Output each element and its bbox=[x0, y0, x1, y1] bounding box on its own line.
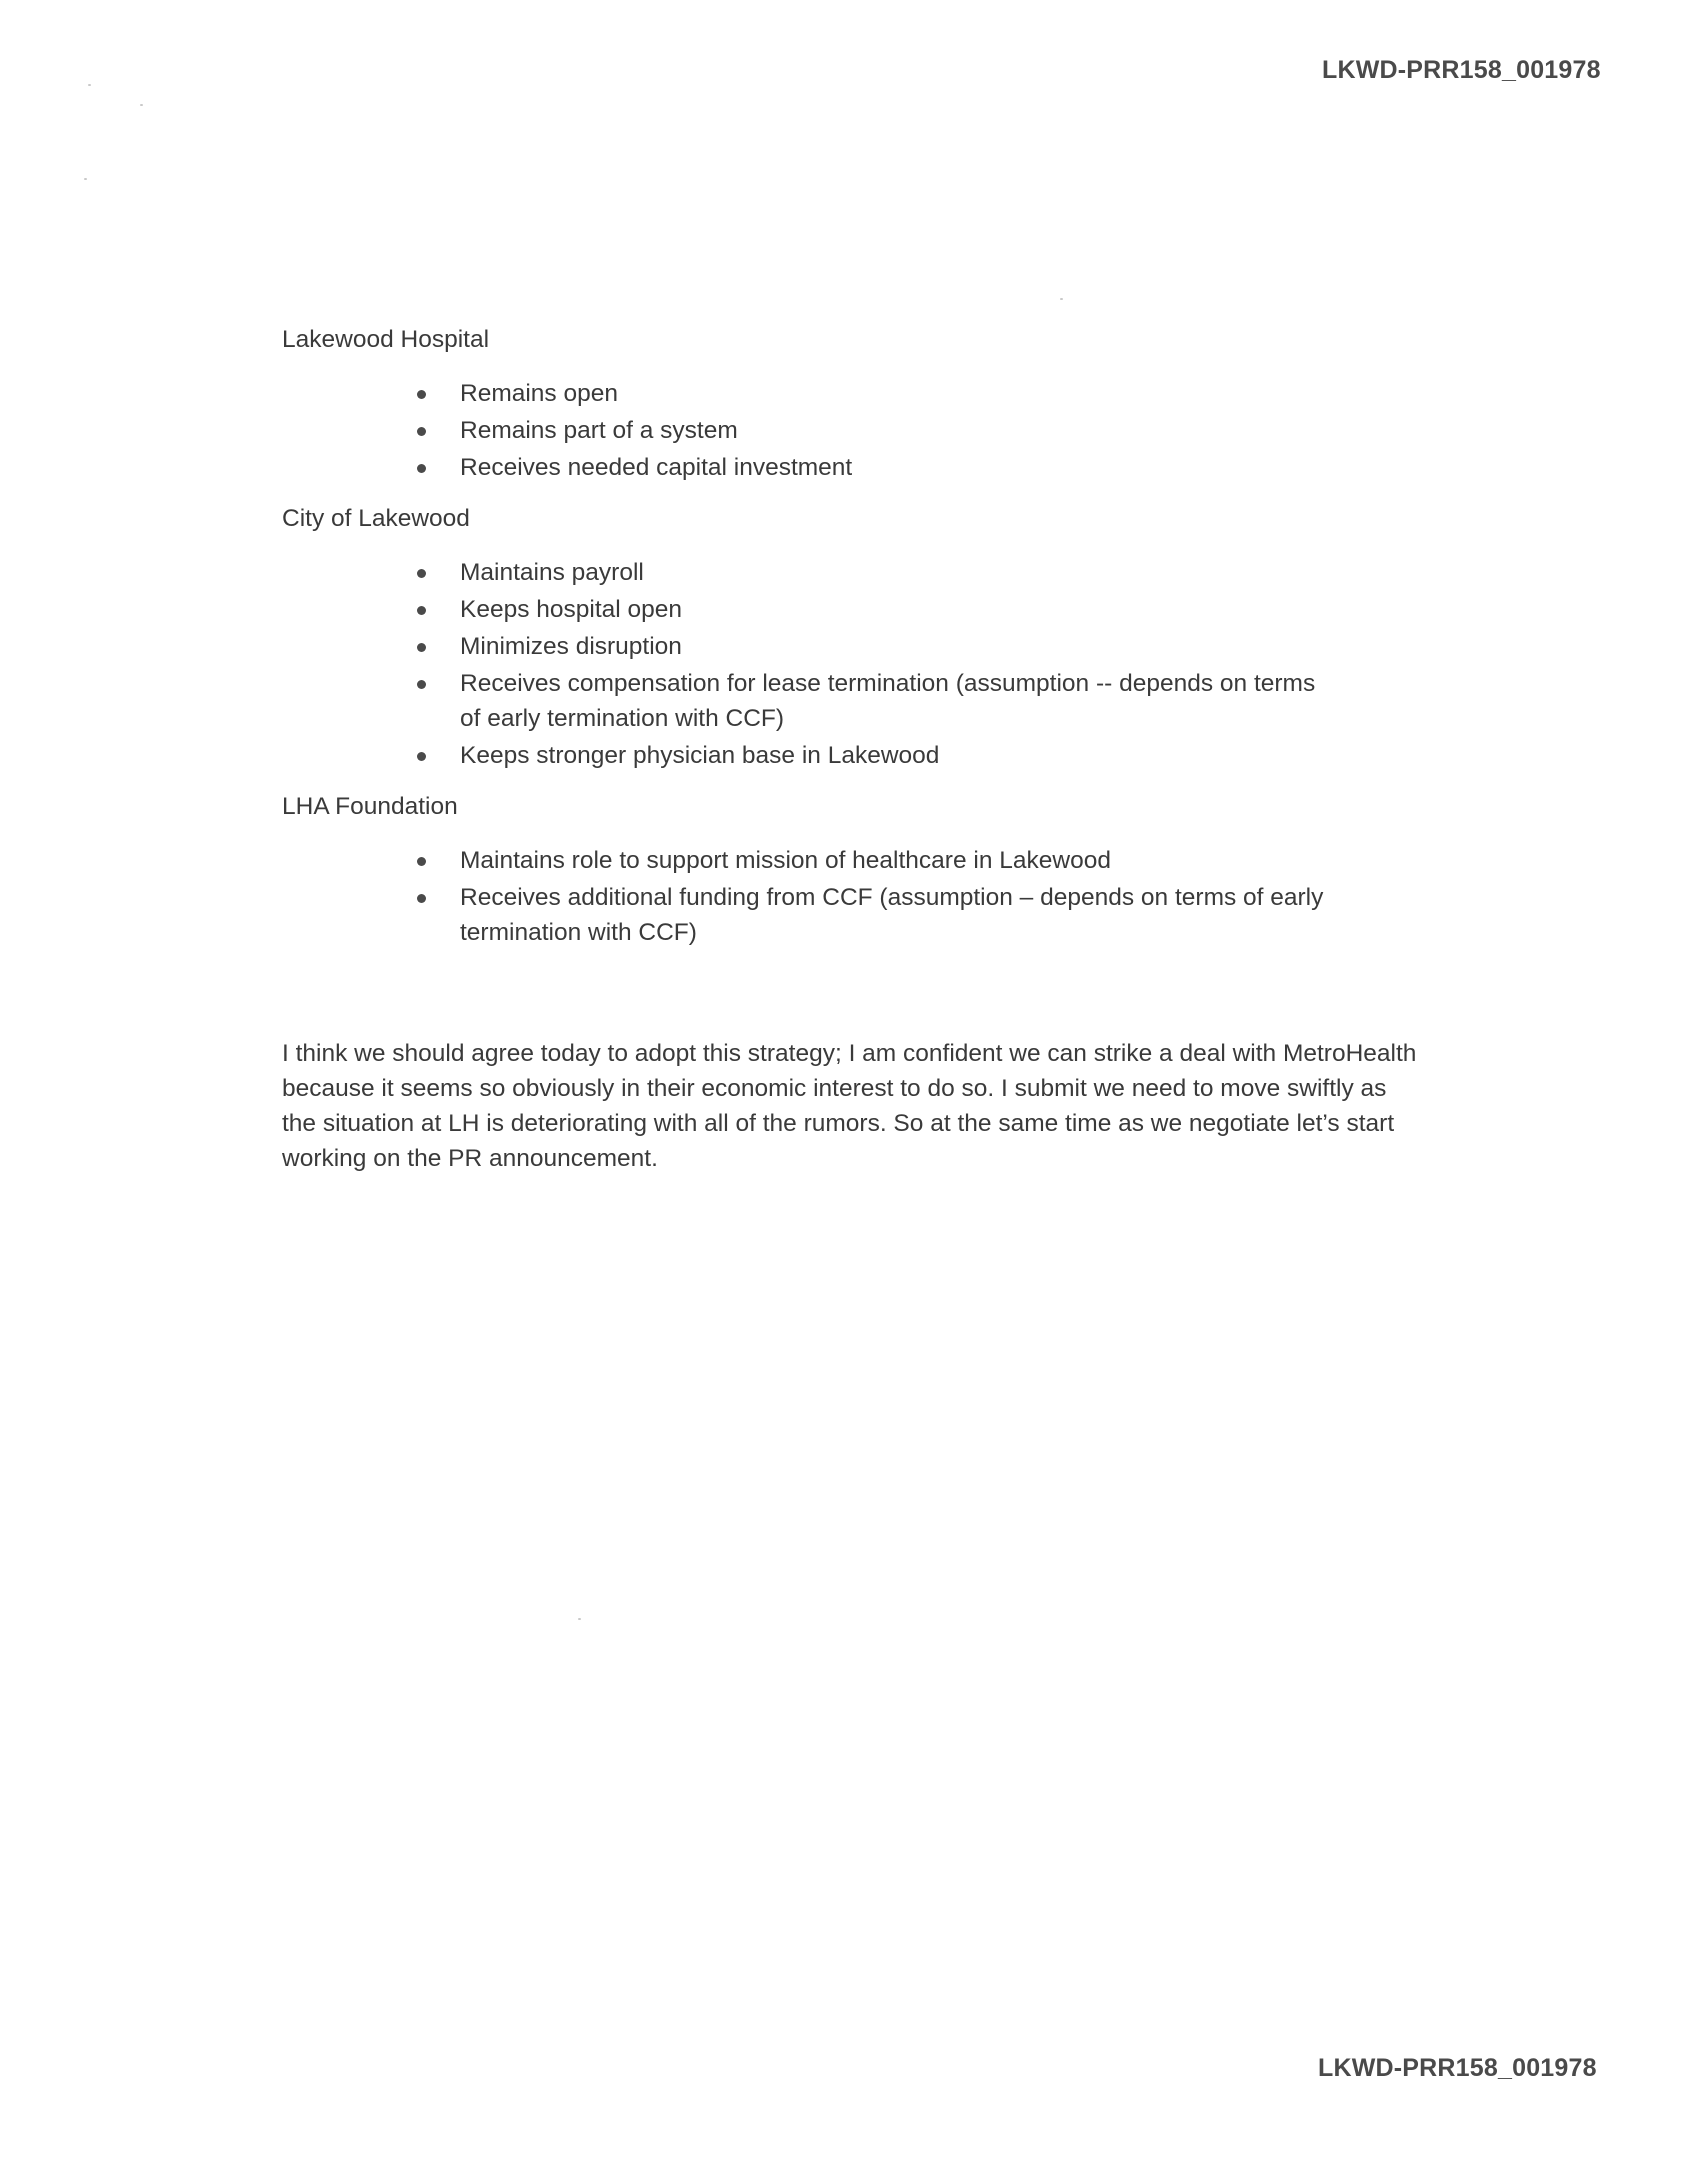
scan-speck bbox=[84, 178, 87, 180]
bullet-list bbox=[282, 843, 1462, 950]
section-heading: Lakewood Hospital bbox=[282, 326, 490, 353]
section-heading: LHA Foundation bbox=[282, 793, 458, 820]
list-item-text: Remains open bbox=[460, 380, 618, 407]
list-item bbox=[460, 413, 1462, 448]
list-item-text: Receives additional funding from CCF (assumption – depends on terms of early termination with CCF) bbox=[460, 884, 1324, 946]
list-item-text: Receives compensation for lease termination (assumption -- depends on terms of early termination with CCF) bbox=[460, 670, 1316, 732]
bates-number-bottom: LKWD-PRR158_001978 bbox=[1318, 2054, 1597, 2082]
bullet-icon bbox=[417, 427, 426, 436]
bullet-icon bbox=[417, 894, 426, 903]
list-item bbox=[460, 450, 1462, 485]
list-item bbox=[460, 629, 1462, 664]
bullet-list bbox=[282, 376, 1462, 485]
list-item bbox=[460, 376, 1462, 411]
bullet-icon bbox=[417, 606, 426, 615]
list-item-text: Remains part of a system bbox=[460, 417, 738, 444]
scan-speck bbox=[1060, 298, 1063, 300]
list-item-text: Maintains payroll bbox=[460, 559, 644, 586]
scan-speck bbox=[140, 104, 143, 106]
scan-speck bbox=[88, 84, 91, 86]
list-item bbox=[460, 880, 1462, 950]
bullet-icon bbox=[417, 464, 426, 473]
scan-speck bbox=[578, 1618, 581, 1620]
bullet-icon bbox=[417, 680, 426, 689]
section-lha-foundation bbox=[282, 785, 1462, 950]
list-item bbox=[460, 738, 1462, 773]
bullet-list bbox=[282, 555, 1462, 773]
list-item bbox=[460, 666, 1462, 736]
closing-paragraph: I think we should agree today to adopt this strategy; I am confident we can strike a deal with MetroHealth because it seems so obviously in their economic interest to do so. I submit we need to move swiftly as the situation at LH is deteriorating with all of the rumors. So at the same time as we negotiate let’s start working on the PR announcement. bbox=[282, 1040, 1417, 1172]
list-item-text: Receives needed capital investment bbox=[460, 454, 853, 481]
section-city-of-lakewood bbox=[282, 497, 1462, 773]
section-lakewood-hospital bbox=[282, 318, 1462, 485]
bullet-icon bbox=[417, 857, 426, 866]
section-heading: City of Lakewood bbox=[282, 505, 470, 532]
list-item-text: Keeps hospital open bbox=[460, 596, 683, 623]
bates-number-top: LKWD-PRR158_001978 bbox=[1322, 56, 1601, 84]
bullet-icon bbox=[417, 752, 426, 761]
list-item-text: Minimizes disruption bbox=[460, 633, 682, 660]
bullet-icon bbox=[417, 569, 426, 578]
list-item bbox=[460, 843, 1462, 878]
list-item bbox=[460, 555, 1462, 590]
list-item-text: Keeps stronger physician base in Lakewood bbox=[460, 742, 940, 769]
document-body bbox=[282, 318, 1462, 1176]
bullet-icon bbox=[417, 390, 426, 399]
list-item bbox=[460, 592, 1462, 627]
bullet-icon bbox=[417, 643, 426, 652]
list-item-text: Maintains role to support mission of healthcare in Lakewood bbox=[460, 847, 1111, 874]
